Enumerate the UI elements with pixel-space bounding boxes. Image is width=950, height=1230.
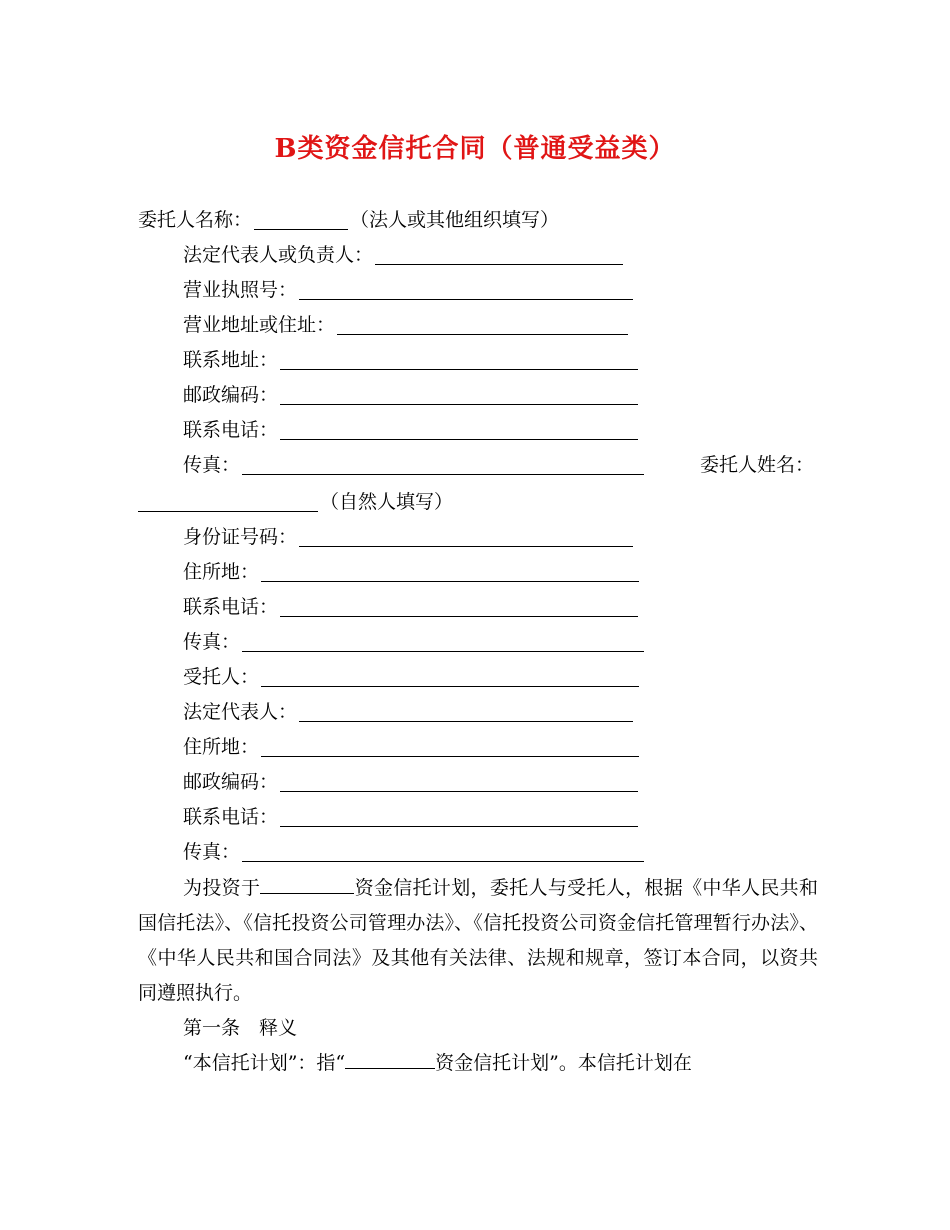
field-row <box>183 380 640 410</box>
field-blank[interactable] <box>280 804 638 827</box>
entrustor-name-label: 委托人名称： <box>138 209 253 231</box>
article1-heading: 第一条 释义 <box>183 1017 298 1039</box>
field-label: 联系地址： <box>183 349 279 371</box>
entrustor-person-note-row <box>138 487 453 517</box>
field-label: 受托人： <box>183 666 260 688</box>
field-label: 联系电话： <box>183 596 279 618</box>
field-blank[interactable] <box>242 839 644 862</box>
field-row <box>183 450 646 480</box>
field-blank[interactable] <box>280 382 638 405</box>
document-title: B类资金信托合同（普通受益类） <box>274 134 676 164</box>
field-label: 传真： <box>183 841 241 863</box>
article1-def-part1: “本信托计划”：指“ <box>183 1052 346 1074</box>
preamble-part1: 为投资于 <box>183 877 261 899</box>
field-blank[interactable] <box>261 559 639 582</box>
field-label: 身份证号码： <box>183 526 298 548</box>
field-blank[interactable] <box>280 769 638 792</box>
field-label: 营业地址或住址： <box>183 314 336 336</box>
field-row <box>183 627 646 657</box>
entrustor-person-name-row <box>700 450 814 480</box>
field-row <box>183 275 635 305</box>
field-blank[interactable] <box>242 629 644 652</box>
field-row <box>183 732 641 762</box>
field-row <box>183 415 640 445</box>
field-row <box>183 662 641 692</box>
field-label: 营业执照号： <box>183 279 298 301</box>
field-row <box>183 522 635 552</box>
field-row <box>183 557 641 587</box>
field-blank[interactable] <box>375 242 623 265</box>
field-label: 传真： <box>183 454 241 476</box>
field-blank[interactable] <box>280 417 638 440</box>
entrustor-name-row <box>138 205 559 235</box>
field-label: 法定代表人： <box>183 701 298 723</box>
field-blank[interactable] <box>299 699 633 722</box>
field-blank[interactable] <box>261 664 639 687</box>
entrustor-person-name-blank[interactable] <box>138 489 318 512</box>
entrustor-person-name-label: 委托人姓名： <box>700 454 815 476</box>
field-row <box>183 345 640 375</box>
plan-name-blank[interactable] <box>260 873 354 894</box>
field-row <box>183 697 635 727</box>
preamble-paragraph <box>138 871 818 1081</box>
field-blank[interactable] <box>299 277 633 300</box>
field-row <box>183 310 630 340</box>
field-label: 邮政编码： <box>183 384 279 406</box>
field-blank[interactable] <box>337 312 628 335</box>
entrustor-name-note: （法人或其他组织填写） <box>350 209 560 231</box>
field-row <box>183 240 625 270</box>
article1-def-part2: 资金信托计划”。本信托计划在 <box>435 1052 692 1074</box>
field-blank[interactable] <box>242 452 644 475</box>
field-label: 邮政编码： <box>183 771 279 793</box>
field-label: 联系电话： <box>183 419 279 441</box>
field-blank[interactable] <box>280 347 638 370</box>
field-blank[interactable] <box>299 524 633 547</box>
field-label: 住所地： <box>183 561 260 583</box>
field-label: 传真： <box>183 631 241 653</box>
field-row <box>183 767 640 797</box>
field-label: 住所地： <box>183 736 260 758</box>
field-blank[interactable] <box>261 734 639 757</box>
article1-plan-name-blank[interactable] <box>345 1048 435 1069</box>
field-label: 法定代表人或负责人： <box>183 244 374 266</box>
preamble-part2: 资金信托计划，委托人与受托人，根据《中华人民共和国信托法》、《信托投资公司管理办法》、《信托投资公司资金信托管理暂行办法》、《中华人民共和国合同法》及其他有关法律、法规和规章，签订本合同，以资共同遵照执行。 <box>138 877 818 1004</box>
field-row <box>183 802 640 832</box>
field-label: 联系电话： <box>183 806 279 828</box>
entrustor-name-blank[interactable] <box>254 207 348 230</box>
field-row <box>183 592 640 622</box>
entrustor-person-note: （自然人填写） <box>320 491 454 513</box>
field-blank[interactable] <box>280 594 638 617</box>
field-row <box>183 837 646 867</box>
